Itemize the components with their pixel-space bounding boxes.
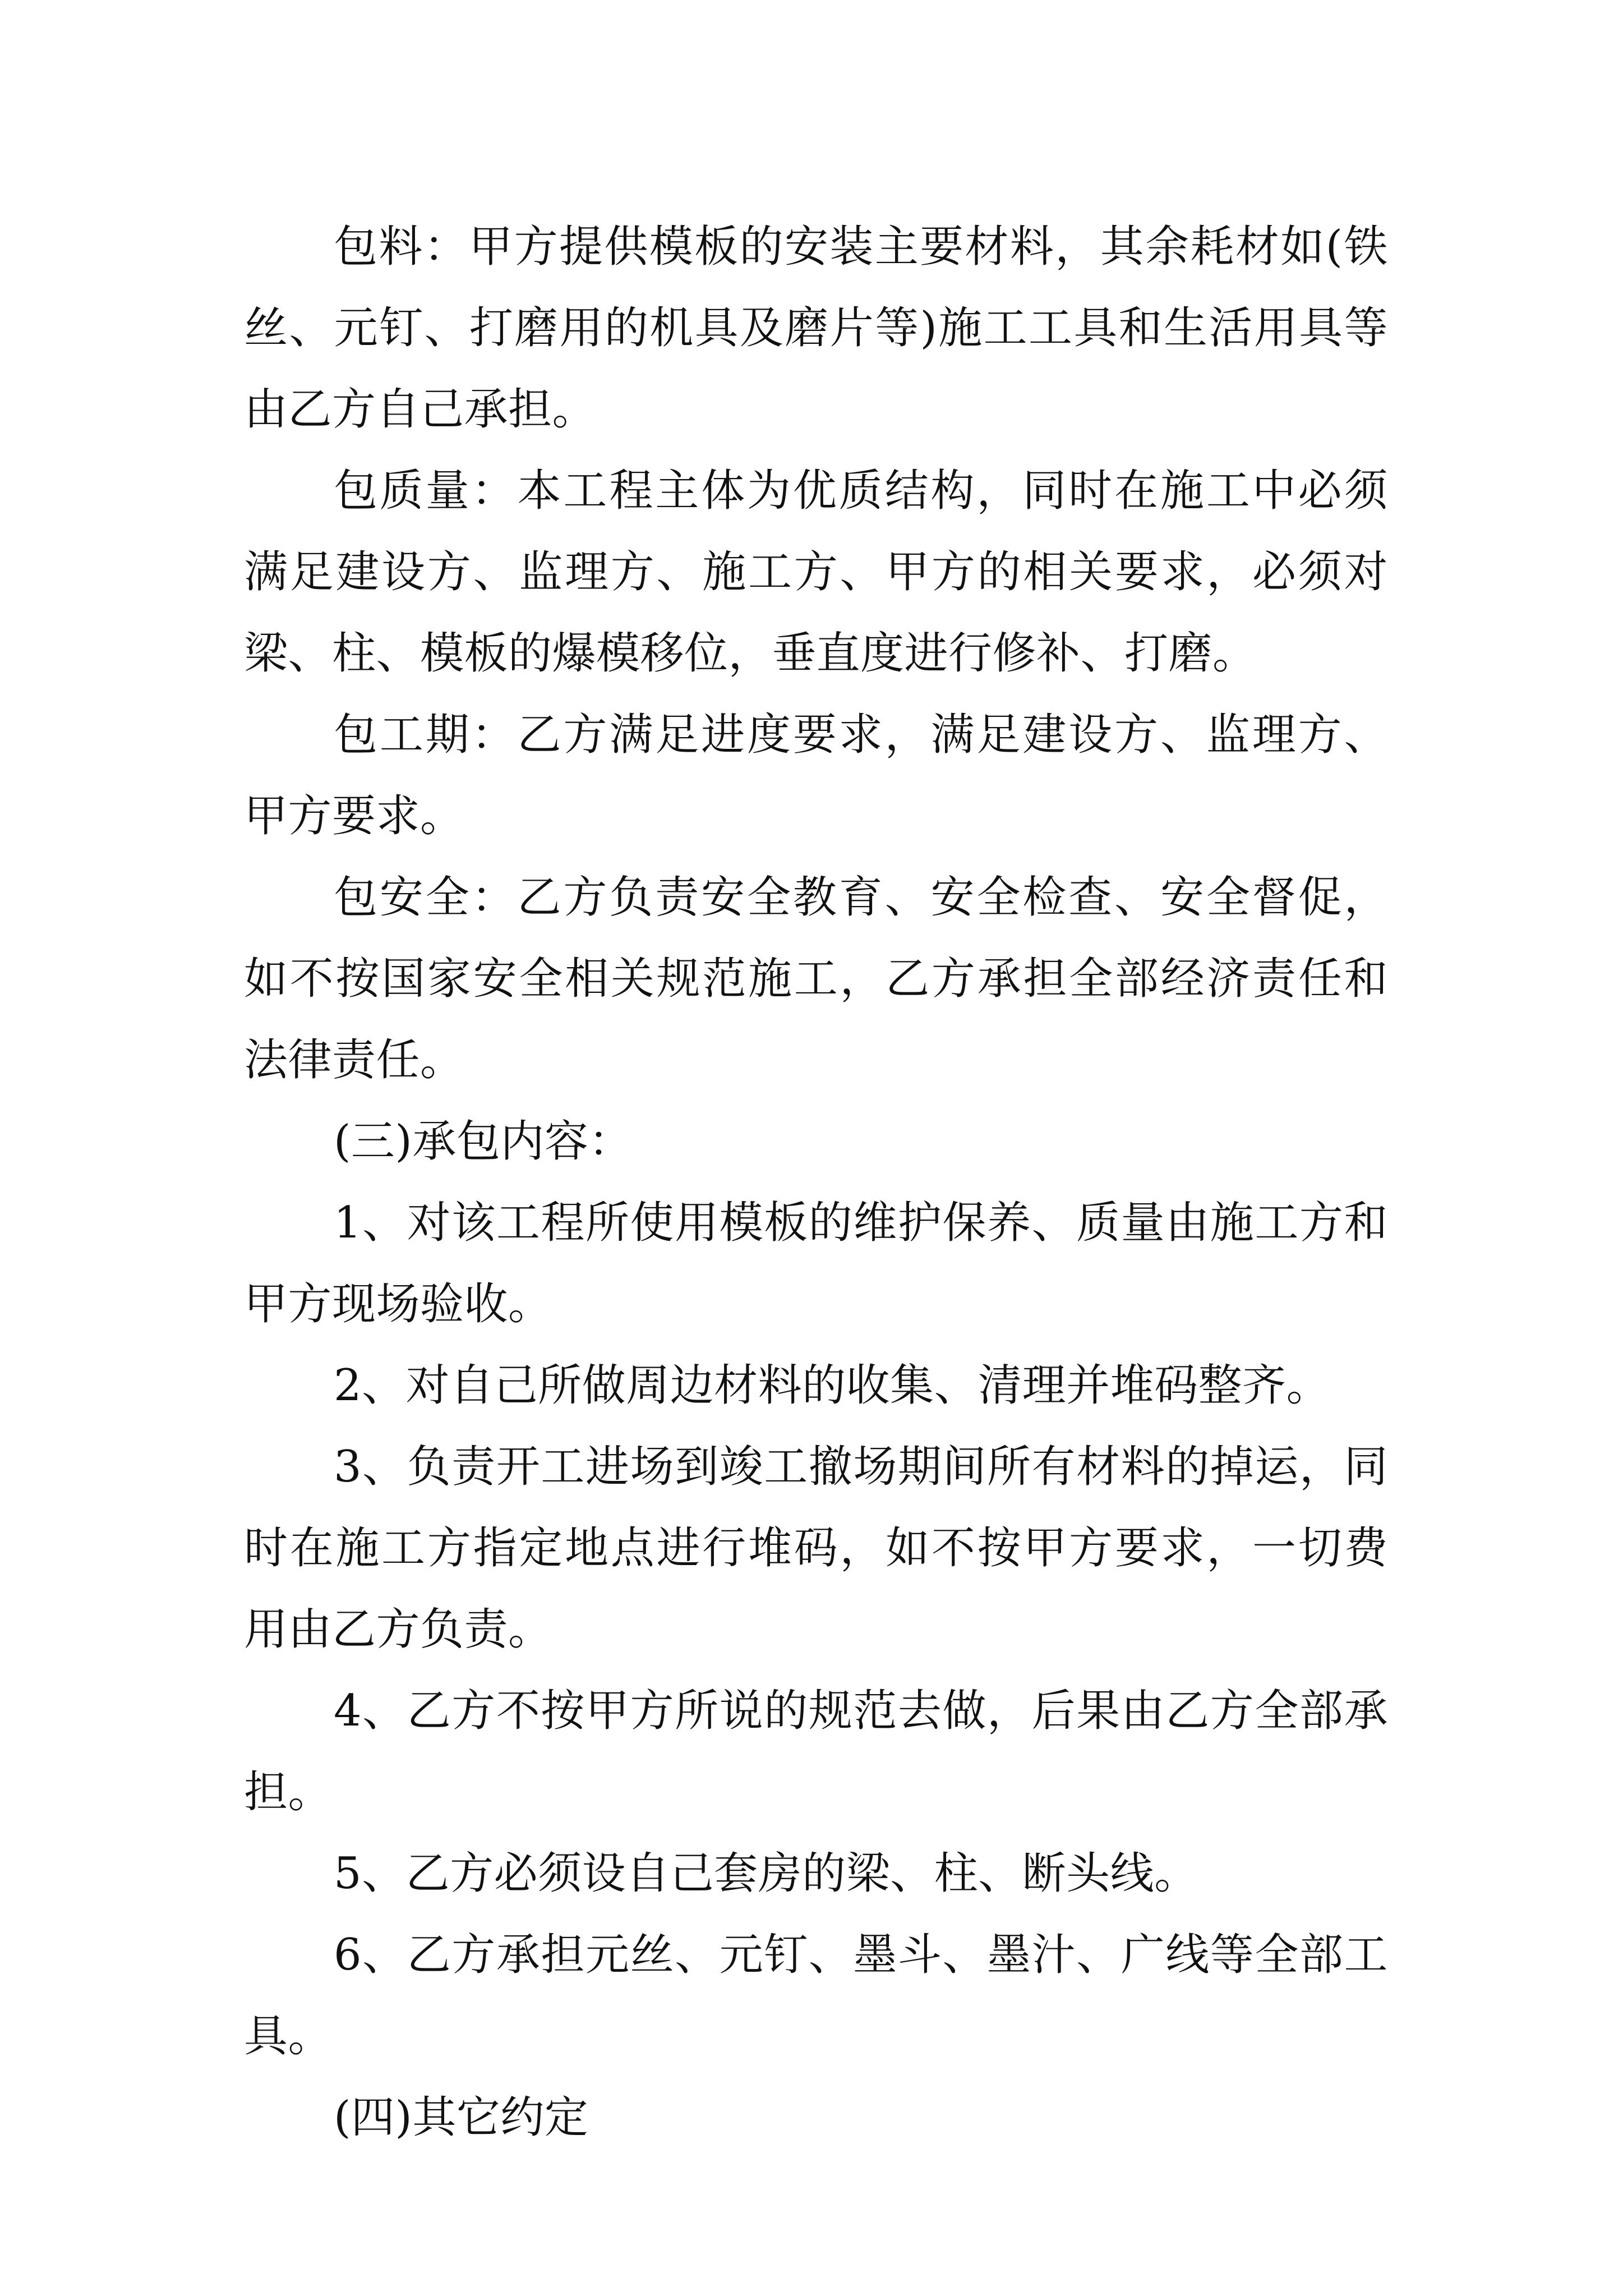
list-item-4: 4、乙方不按甲方所说的规范去做，后果由乙方全部承担。 bbox=[244, 1686, 1388, 1818]
paragraph-quality: 包质量：本工程主体为优质结构，同时在施工中必须满足建设方、监理方、施工方、甲方的相关要求，必须对梁、柱、模板的爆模移位，垂直度进行修补、打磨。 bbox=[244, 466, 1388, 679]
document-body bbox=[244, 206, 1388, 2159]
list-item-5: 5、乙方必须设自己套房的梁、柱、断头线。 bbox=[334, 1848, 1198, 1899]
list-item-1: 1、对该工程所使用模板的维护保养、质量由施工方和甲方现场验收。 bbox=[244, 1198, 1388, 1329]
list-item-3: 3、负责开工进场到竣工撤场期间所有材料的掉运，同时在施工方指定地点进行堆码，如不按甲方要求，一切费用由乙方负责。 bbox=[244, 1442, 1388, 1655]
paragraph-baoliao: 包料：甲方提供模板的安装主要材料，其余耗材如(铁丝、元钉、打磨用的机具及磨片等)施工工具和生活用具等由乙方自己承担。 bbox=[244, 222, 1388, 435]
paragraph-schedule: 包工期：乙方满足进度要求，满足建设方、监理方、甲方要求。 bbox=[244, 710, 1388, 841]
paragraph-safety: 包安全：乙方负责安全教育、安全检查、安全督促，如不按国家安全相关规范施工，乙方承担全部经济责任和法律责任。 bbox=[244, 872, 1388, 1085]
list-item-2: 2、对自己所做周边材料的收集、清理并堆码整齐。 bbox=[334, 1360, 1331, 1411]
section-heading-scope: (三)承包内容： bbox=[334, 1116, 633, 1167]
section-heading-other: (四)其它约定 bbox=[334, 2092, 589, 2143]
list-item-6: 6、乙方承担元丝、元钉、墨斗、墨汁、广线等全部工具。 bbox=[244, 1930, 1388, 2062]
